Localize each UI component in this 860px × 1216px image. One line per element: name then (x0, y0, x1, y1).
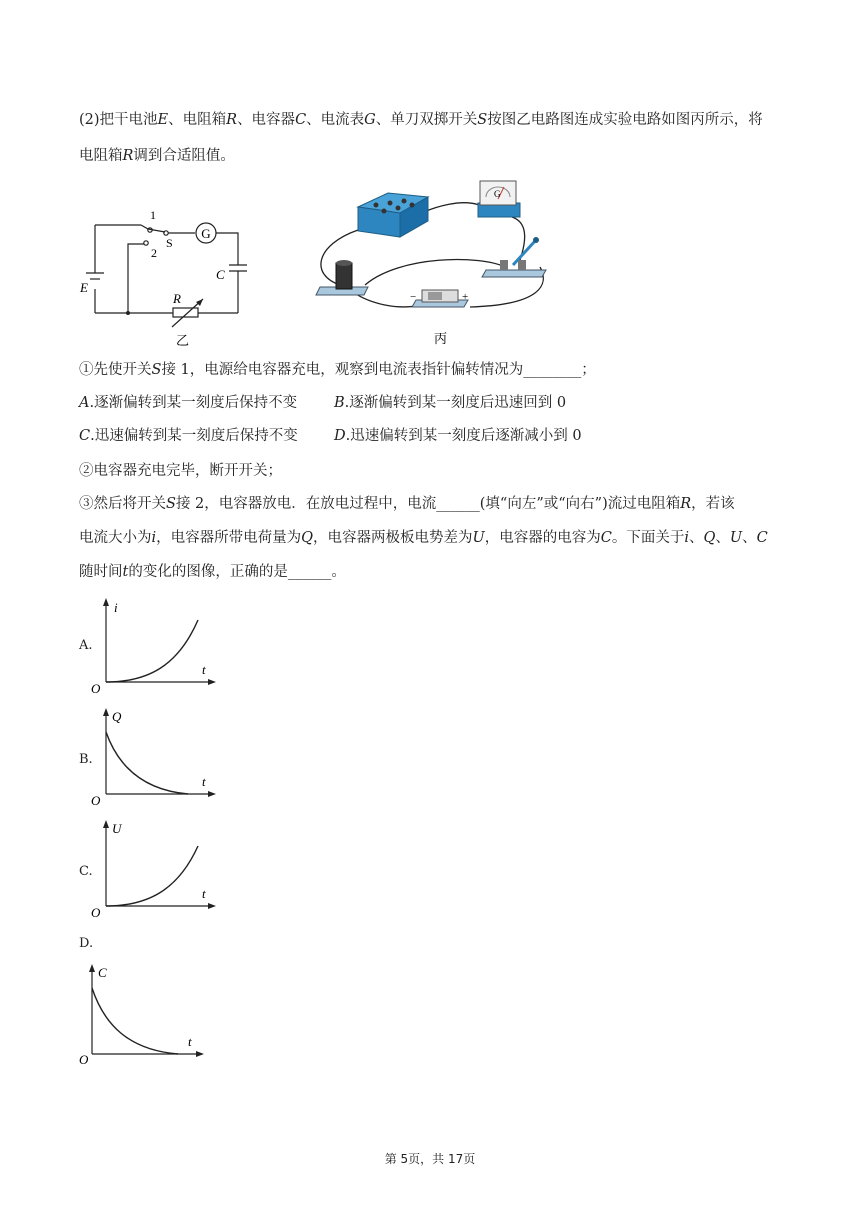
option-D[interactable] (334, 426, 582, 446)
galvanometer-photo-label: G (494, 189, 501, 199)
step-3-line-3 (79, 562, 346, 582)
graph-D-ylabel: C (98, 965, 107, 980)
graph-B-xlabel: t (202, 774, 206, 789)
graph-B (88, 706, 223, 806)
graph-D-origin: O (79, 1052, 89, 1067)
text: ，电容器所带电荷量为 (156, 530, 302, 546)
capacitor-label: C (216, 267, 225, 282)
symbol-C: C (756, 530, 768, 546)
graph-C-ylabel: U (112, 821, 122, 836)
graph-D (78, 962, 213, 1067)
text: 的变化的图像，正确的是______。 (128, 564, 346, 580)
symbol-S: S (477, 112, 488, 128)
separator: 、 (715, 530, 730, 546)
knife-switch (482, 237, 546, 277)
option-text: .迅速偏转到某一刻度后保持不变 (90, 428, 298, 444)
plus-terminal: + (462, 291, 469, 303)
symbol-E: E (157, 112, 169, 128)
graph-B-origin: O (91, 793, 101, 806)
text: 、电容器 (237, 112, 296, 128)
resistor-label: R (173, 291, 181, 306)
symbol-t: t (122, 564, 129, 580)
graph-A-option-label: A. (79, 638, 93, 653)
symbol-U: U (729, 530, 743, 546)
page-footer: 第 5页，共 17页 (384, 1152, 476, 1166)
graph-D-xlabel: t (188, 1034, 192, 1049)
question-line-2 (79, 146, 235, 166)
text: 电流大小为 (79, 530, 152, 546)
graph-A-curve (106, 620, 198, 682)
capacitor-photo (316, 260, 368, 295)
option-letter: A (79, 395, 90, 411)
graph-D-option-label: D. (79, 936, 94, 951)
figure-label-bing: 丙 (434, 331, 448, 345)
text: ，电容器两极板电势差为 (313, 530, 473, 546)
figure-label-yi: 乙 (176, 333, 190, 348)
text: ①先使开关 (79, 362, 152, 378)
graph-A-origin: O (91, 681, 101, 696)
galvanometer (478, 181, 520, 217)
option-C[interactable] (79, 426, 298, 446)
symbol-G: G (364, 112, 376, 128)
option-text: .逐渐偏转到某一刻度后保持不变 (89, 395, 298, 411)
text: 调到合适阻值。 (133, 148, 235, 164)
step-2: ②电容器充电完毕，断开开关； (79, 463, 282, 479)
option-A[interactable] (79, 393, 297, 413)
switch-terminal-2: 2 (151, 246, 157, 260)
text: 随时间 (79, 564, 123, 580)
symbol-R: R (226, 112, 238, 128)
text: 接 1，电源给电容器充电，观察到电流表指针偏转情况为________； (161, 362, 596, 378)
text: 。下面关于 (611, 530, 685, 546)
graph-C (88, 818, 223, 918)
switch-terminal-1: 1 (150, 208, 156, 222)
symbol-Q: Q (301, 530, 314, 546)
graph-B-curve (106, 732, 188, 794)
step-3-line-1 (79, 494, 735, 514)
symbol-i: i (151, 530, 157, 546)
symbol-U: U (472, 530, 485, 546)
resistance-box (358, 193, 428, 237)
step-3-line-2 (79, 528, 768, 548)
graph-C-xlabel: t (202, 886, 206, 901)
text: 、单刀双掷开关 (375, 112, 478, 128)
text: ③然后将开关 (79, 496, 166, 512)
circuit-diagram-yi (78, 205, 258, 350)
text: (2)把干电池 (79, 112, 158, 128)
question-line-1 (79, 110, 763, 130)
circuit-photo-bing (310, 175, 560, 345)
option-letter: B (334, 395, 345, 411)
option-B[interactable] (334, 393, 566, 413)
option-letter: C (79, 428, 91, 444)
graph-C-option-label: C. (79, 864, 93, 879)
option-text: .逐渐偏转到某一刻度后迅速回到 0 (344, 395, 567, 411)
option-text: .迅速偏转到某一刻度后逐渐减小到 0 (345, 428, 582, 444)
symbol-Q: Q (703, 530, 716, 546)
separator: 、 (689, 530, 704, 546)
symbol-R: R (122, 148, 134, 164)
symbol-S: S (151, 362, 162, 378)
text: 、电阻箱 (168, 112, 227, 128)
step-1 (79, 360, 596, 380)
battery-holder (412, 290, 468, 307)
symbol-S: S (166, 496, 176, 512)
graph-A-ylabel: i (114, 600, 118, 615)
text: ，电容器的电容为 (484, 530, 601, 546)
graph-A-xlabel: t (202, 662, 206, 677)
symbol-C: C (295, 112, 307, 128)
option-letter: D (334, 428, 346, 444)
text: ，若该 (691, 496, 735, 512)
symbol-C: C (600, 530, 612, 546)
text: 电阻箱 (79, 148, 123, 164)
graph-B-ylabel: Q (112, 709, 122, 724)
text: 接 2，电容器放电．在放电过程中，电流______(填“向左”或“向右”)流过电阻箱 (175, 496, 681, 512)
minus-terminal: − (410, 291, 417, 303)
text: 按图乙电路图连成实验电路如图丙所示，将 (487, 112, 763, 128)
graph-D-curve (92, 988, 178, 1054)
symbol-i: i (684, 530, 690, 546)
switch-label: S (166, 236, 173, 250)
symbol-R: R (680, 496, 692, 512)
text: 、电流表 (306, 112, 365, 128)
graph-A (88, 596, 223, 696)
graph-C-origin: O (91, 905, 101, 918)
separator: 、 (742, 530, 757, 546)
galvanometer-label: G (201, 226, 211, 241)
graph-C-curve (106, 846, 198, 906)
graph-B-option-label: B. (79, 752, 93, 767)
battery-label: E (80, 280, 88, 295)
